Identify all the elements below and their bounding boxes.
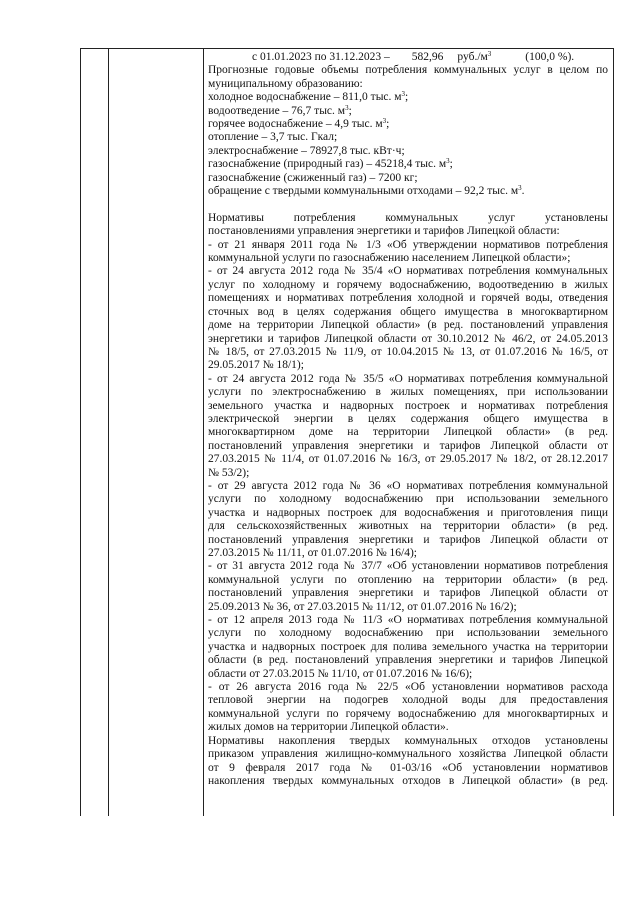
volume-item: газоснабжение (сжиженный газ) – 7200 кг; [208,171,418,184]
volume-item: водоотведение – 76,7 тыс. $м^3$; [208,103,352,117]
text-line: накопления твердых коммунальных отходов в Липецкой области» (в ред. [208,774,608,787]
content-cell [208,51,608,788]
text-line: 25.09.2013 № 36, от 27.03.2015 № 11/12, от 01.07.2016 № 16/2); [208,600,517,613]
text-line: области (в ред. постановлений управления энергетики и тарифов Липецкой [208,654,608,667]
text-line: Нормативы накопления твердых коммунальных отходов установлены [208,734,608,747]
text-line: - от 21 января 2011 года № 1/3 «Об утверждении нормативов потребления [208,238,608,251]
text-line: тепловой энергии на подогрев холодной воды для предоставления [208,694,608,707]
text-line: для сельскохозяйственных животных на территории области» (в ред. [208,520,608,533]
column-divider [203,49,204,816]
text-line: приказом управления жилищно-коммунального хозяйства Липецкой области [208,748,608,761]
tariff-period: с 01.01.2023 по 31.12.2023 – [252,51,390,63]
volume-item: электроснабжение – 78927,8 тыс. кВт·ч; [208,144,405,157]
text-line: коммунальной услуги по горячему водоснабжению для многоквартирных и [208,707,608,720]
text-line: - от 12 апреля 2013 года № 11/3 «О нормативах потребления коммунальной [208,614,608,627]
text-line: доме на территории Липецкой области» (в ред. постановлений управления [208,319,608,332]
text-line: от 9 февраля 2017 года № 01-03/16 «Об установлении нормативов [208,761,608,774]
text-line: № 53/2); [208,466,250,479]
volume-item: обращение с твердыми коммунальными отходами – 92,2 тыс. $м^3$. [208,184,525,198]
text-line: энергетики и тарифов Липецкой области от 30.10.2012 № 46/2, от 24.05.2013 [208,332,608,345]
text-line: электрической энергии в целях содержания общего имущества в [208,412,608,425]
tariff-unit: $руб./м^3$ [457,50,492,63]
forecast-intro: муниципальному образованию: [208,77,363,90]
text-line: области от 27.03.2015 № 11/10, от 01.07.2016 № 16/6); [208,667,473,680]
volume-item: отопление – 3,7 тыс. Гкал; [208,131,338,144]
column-divider [108,49,109,816]
volume-item: газоснабжение (природный газ) – 45218,4 тыс. $м^3$; [208,157,453,171]
text-line: 27.03.2015 № 11/4, от 01.07.2016 № 16/3, от 29.05.2017 № 18/2, от 28.12.2017 [208,453,608,466]
text-line: - от 31 августа 2012 года № 37/7 «Об установлении нормативов потребления [208,560,608,573]
text-line: многоквартирном доме на территории Липецкой области» (в ред. [208,426,608,439]
text-line: постановлений управления энергетики и тарифов Липецкой области от [208,439,608,452]
text-line: № 18/5, от 27.03.2015 № 11/9, от 10.04.2015 № 13, от 01.07.2016 № 16/5, от [208,345,608,358]
text-line: земельного участка и надворных построек и нормативах потребления [208,399,608,412]
text-line: Нормативы потребления коммунальных услуг установлены [208,211,608,224]
text-line: участка и надворных построек для водоснабжения и приготовления пищи [208,506,608,519]
text-line: 27.03.2015 № 11/11, от 01.07.2016 № 16/4); [208,547,418,560]
text-line: услуги по электроснабжению в жилых помещениях, при использовании [208,386,608,399]
text-line: постановлений управления энергетики и тарифов Липецкой области от [208,533,608,546]
text-line: - от 24 августа 2012 года № 35/5 «О нормативах потребления коммунальной [208,372,608,385]
text-line: помещениях и нормативах потребления холодной и горячей воды, отведения [208,292,608,305]
volume-item: холодное водоснабжение – 811,0 тыс. $м^3$; [208,90,409,104]
tariff-row [208,51,608,64]
text-line: постановлений управления энергетики и тарифов Липецкой области от [208,587,608,600]
tariff-price: 582,96 [411,51,444,63]
text-line: услуги по холодному водоснабжению при использовании земельного [208,627,608,640]
text-line: - от 29 августа 2012 года № 36 «О нормативах потребления коммунальной [208,479,608,492]
text-line: - от 26 августа 2016 года № 22/5 «Об установлении нормативов расхода [208,681,608,694]
text-line: - от 24 августа 2012 года № 35/4 «О нормативах потребления коммунальных [208,265,608,278]
text-line: коммунальной услуги по отоплению на территории области» (в ред. [208,573,608,586]
text-line: услуг по холодному и горячему водоснабжению, водоотведению в жилых [208,278,608,291]
text-line: постановлениями управления энергетики и тарифов Липецкой области: [208,225,560,238]
text-line: жилых домов на территории Липецкой области». [208,721,449,734]
tariff-percent: (100,0 %). [525,51,575,63]
text-line: 29.05.2017 № 18/1); [208,359,304,372]
forecast-intro: Прогнозные годовые объемы потребления коммунальных услуг в целом по [208,64,608,77]
volume-item: горячее водоснабжение – 4,9 тыс. $м^3$; [208,117,390,131]
text-line: услуги по холодному водоснабжению при использовании земельного [208,493,608,506]
text-line: коммунальной услуги по газоснабжению населением Липецкой области»; [208,252,571,265]
norms-text [208,212,608,788]
text-line: участка и надворных построек для полива земельного участка на территории [208,640,608,653]
table-frame [80,48,614,816]
text-line: сточных вод в целях содержания общего имущества в многоквартирном [208,305,608,318]
volumes-list [208,91,608,198]
